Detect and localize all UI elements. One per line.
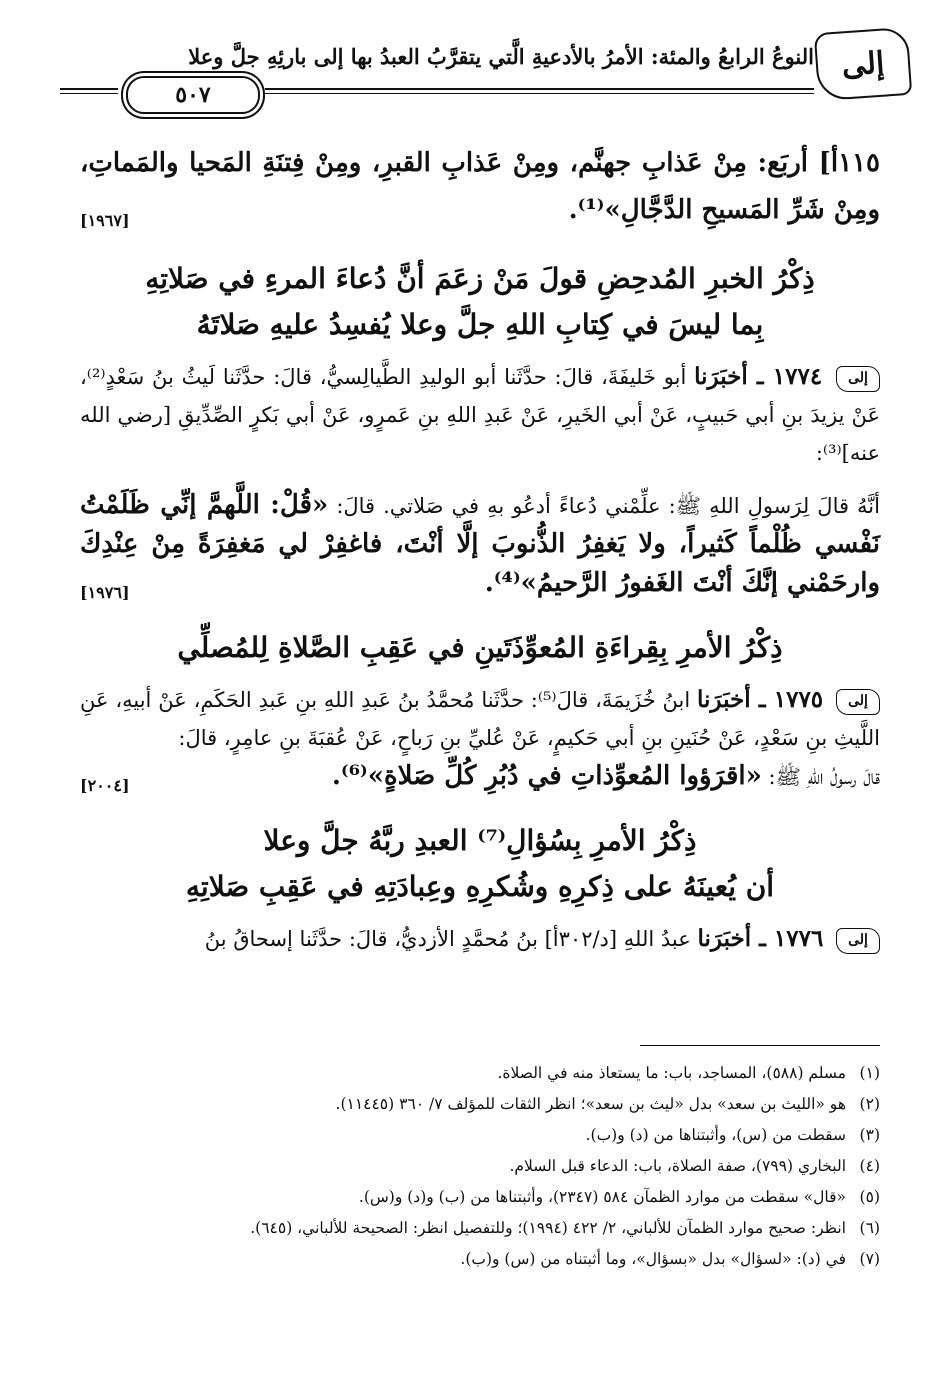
- chapter-logo: إلى: [814, 27, 913, 101]
- matn-intro: أنَّهُ قالَ لِرَسولِ اللهِ ﷺ: علِّمْني دُعاءً أدعُو بهِ في صَلاتي. قالَ:: [336, 494, 880, 518]
- hadith-number: ١٧٧٦ ـ أخبَرَنا: [697, 925, 824, 952]
- hadith-reference: [١٩٧٦]: [80, 583, 130, 602]
- running-title: النوعُ الرابعُ والمئة: الأمرُ بالأدعيةِ الَّتي يتقرَّبُ العبدُ بها إلى بارئِهِ جلَّ وعلا: [188, 44, 814, 69]
- footnote-number: (٣): [859, 1126, 880, 1144]
- footnote-number: (٧): [859, 1250, 880, 1268]
- footnote: [80, 1058, 880, 1089]
- isnad-text: ابنُ خُزَيمَةَ، قالَ⁽⁵⁾: حدَّثَنا مُحمَّدُ بنُ عَبدِ اللهِ بنِ عَبدِ الحَكَمِ، عَنْ أبيهِ، عَنِ اللَّيثِ بنِ سَعْدٍ، عَنْ حُنَينِ بنِ أبي حَكيمٍ، عَنْ عُليِّ بنِ رَباحٍ، عَنْ عُقبَةَ بنِ عامِرٍ، قالَ:: [80, 688, 880, 750]
- header-rule: [265, 88, 814, 90]
- section-heading: [80, 818, 880, 910]
- heading-line: ذِكْرُ الخبرِ المُدحِضِ قولَ مَنْ زعَمَ أنَّ دُعاءَ المرءِ في صَلاتِهِ: [145, 262, 815, 295]
- hadith-matn: [80, 486, 880, 603]
- footnote-text: البخاري (٧٩٩)، صفة الصلاة، باب: الدعاء قبل السلام.: [509, 1157, 846, 1175]
- footnote: [80, 1182, 880, 1213]
- heading-line: ذِكْرُ الأمرِ بِقِراءَةِ المُعوِّذَتَينِ في عَقِبِ الصَّلاةِ لِلمُصلِّي: [177, 631, 783, 664]
- page-header: [60, 30, 910, 110]
- hadith-continuation: [80, 140, 880, 234]
- hadith-marker-icon: إلى: [836, 689, 880, 715]
- heading-line: ذِكْرُ الأمرِ بِسُؤالِ⁽⁷⁾ العبدِ ربَّهُ جلَّ وعلا: [263, 824, 697, 857]
- matn-text: «قُلْ: اللَّهمَّ إنِّي ظَلَمْتُ نَفْسي ظُلْماً كَثيراً، ولا يَغفِرُ الذُّنوبَ إلَّا أنْتَ، فاغفِرْ لي مَغفِرَةً مِنْ عِنْدِكَ وارحَمْني إنَّكَ أنْتَ الغَفورُ الرَّحيمُ»⁽⁴⁾.: [80, 490, 880, 598]
- section-heading: [80, 256, 880, 348]
- footnote-text: في (د): «لسؤال» بدل «بسؤال»، وما أثبتناه من (س) و(ب).: [460, 1250, 846, 1268]
- page-number: ٥٠٧: [126, 76, 260, 114]
- footnote: [80, 1151, 880, 1182]
- heading-line: بِما ليسَ في كِتابِ اللهِ جلَّ وعلا يُفسِدُ عليهِ صَلاتَهُ: [196, 308, 764, 341]
- footnote-divider: [640, 1045, 880, 1046]
- footnote-number: (٦): [859, 1219, 880, 1237]
- footnote: [80, 1089, 880, 1120]
- footnotes: [80, 1058, 880, 1275]
- footnote: [80, 1120, 880, 1151]
- heading-line: أن يُعينَهُ على ذِكرِهِ وشُكرِهِ وعِبادَتِهِ في عَقِبِ صَلاتِهِ: [185, 870, 775, 903]
- hadith-reference: [٢٠٠٤]: [80, 776, 130, 795]
- header-rule-thin: [265, 93, 814, 94]
- footnote-text: مسلم (٥٨٨)، المساجد، باب: ما يستعاذ منه في الصلاة.: [497, 1064, 846, 1082]
- header-rule-left: [60, 88, 118, 90]
- hadith-matn: [80, 757, 880, 796]
- footnote-text: هو «الليث بن سعد» بدل «ليث بن سعد»؛ انظر الثقات للمؤلف ٧/ ٣٦٠ (١١٤٤٥).: [335, 1095, 846, 1113]
- hadith-marker-icon: إلى: [836, 928, 880, 954]
- hadith-isnad: [80, 681, 880, 757]
- section-heading: [80, 625, 880, 671]
- isnad-text: أبو خَليفَةَ، قالَ: حدَّثَنا أبو الوليدِ الطَّيالِسيُّ، قالَ: حدَّثَنا لَيثُ بنُ سَعْدٍ⁽²⁾، عَنْ يزيدَ بنِ أبي حَبيبٍ، عَنْ أبي الخَيرِ، عَنْ عَبدِ اللهِ بنِ عَمرٍو، عَنْ أبي بَكرٍ الصِّدِّيقِ [رضي الله عنه]⁽³⁾:: [80, 365, 880, 465]
- hadith-marker-icon: إلى: [836, 366, 880, 392]
- isnad-text: عبدُ اللهِ [د/٣٠٢أ] بنُ مُحمَّدٍ الأزديُّ، قالَ: حدَّثَنا إسحاقُ بنُ: [204, 927, 691, 951]
- footnote-text: انظر: صحيح موارد الظمآن للألباني، ٢/ ٤٢٢ (١٩٩٤)؛ وللتفصيل انظر: الصحيحة للألباني، (٦٤٥).: [250, 1219, 846, 1237]
- hadith-isnad: [80, 358, 880, 472]
- hadith-number: ١٧٧٥ ـ أخبَرَنا: [697, 686, 824, 713]
- matn-intro: قالَ رسولُ اللهِ ﷺ:: [768, 765, 880, 789]
- footnote-number: (٤): [859, 1157, 880, 1175]
- hadith-reference: [١٩٦٧]: [80, 211, 130, 230]
- footnote: [80, 1244, 880, 1275]
- footnote-number: (١): [859, 1064, 880, 1082]
- hadith-isnad: [80, 920, 880, 958]
- footnote-number: (٥): [859, 1188, 880, 1206]
- footnote: [80, 1213, 880, 1244]
- main-text: [80, 140, 880, 958]
- footnote-text: سقطت من (س)، وأثبتناها من (د) و(ب).: [585, 1126, 846, 1144]
- hadith-number: ١٧٧٤ ـ أخبَرَنا: [694, 363, 823, 390]
- header-rule-left-thin: [60, 93, 118, 94]
- footnote-number: (٢): [859, 1095, 880, 1113]
- hadith-text: ١١٥أ] أربَع: مِنْ عَذابِ جهنَّم، ومِنْ عَذابِ القبرِ، ومِنْ فِتنَةِ المَحيا والمَماتِ، ومِنْ شَرِّ المَسيحِ الدَّجَّالِ»⁽¹⁾.: [80, 148, 880, 225]
- matn-text: «اقرَؤوا المُعوِّذاتِ في دُبُرِ كُلِّ صَلاةٍ»⁽⁶⁾.: [331, 761, 762, 791]
- footnote-text: «قال» سقطت من موارد الظمآن ٥٨٤ (٢٣٤٧)، وأثبتناها من (ب) و(د) و(س).: [358, 1188, 846, 1206]
